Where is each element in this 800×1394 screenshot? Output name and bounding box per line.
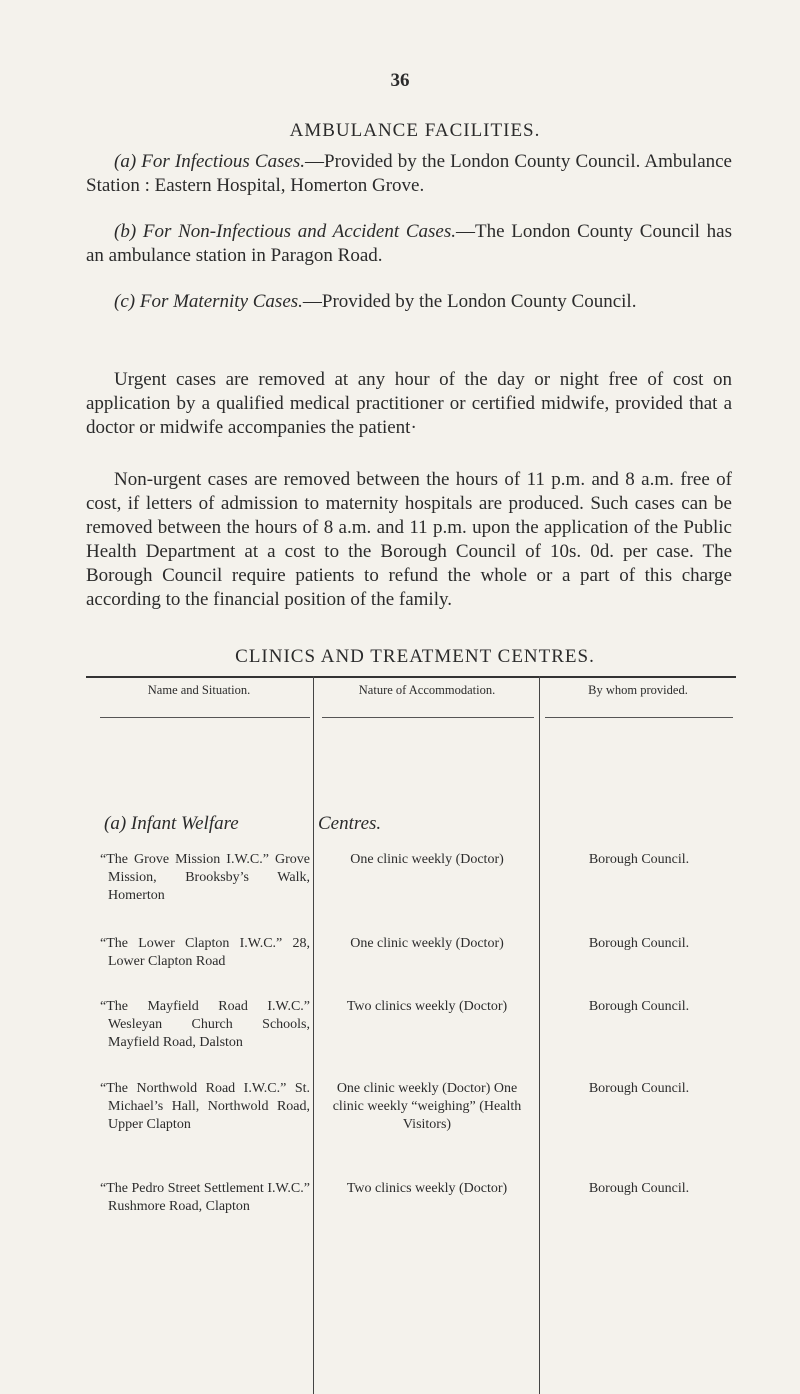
row-5-nature: Two clinics weekly (Doctor) xyxy=(346,1181,508,1196)
infant-welfare-subheading: (a) Infant Welfare xyxy=(104,813,239,834)
column-header-name: Name and Situation. xyxy=(147,683,251,697)
header-underline-name xyxy=(100,717,310,718)
ambulance-section-title: AMBULANCE FACILITIES. xyxy=(289,120,541,141)
maternity-cases-lead: (c) For Maternity Cases. xyxy=(114,291,303,312)
column-header-provider: By whom provided. xyxy=(588,683,688,697)
maternity-cases-paragraph xyxy=(86,290,732,314)
maternity-cases-text: —Provided by the London County Council. xyxy=(302,291,637,312)
infectious-cases-lead: (a) For Infectious Cases. xyxy=(114,151,306,172)
row-3-nature: Two clinics weekly (Doctor) xyxy=(346,999,508,1014)
row-1-provider: Borough Council. xyxy=(588,852,690,867)
clinics-section-title: CLINICS AND TREATMENT CENTRES. xyxy=(235,646,595,667)
non-infectious-cases-text: —The London County Council has an ambulance station in Paragon Road. xyxy=(86,221,733,266)
page-number: 36 xyxy=(390,70,410,91)
non-urgent-cases-paragraph: Non-urgent cases are removed between the hours of 11 p.m. and 8 a.m. free of cost, if letters of admission to maternity hospitals are produced. Such cases can be removed between the hours of 8 a.m. and 11 p.m. upon the application of the Public Health Department at a cost to the Borough Council of 10s. 0d. per case. The Borough Council require patients to refund the whole or a part of this charge according to the financial position of the family. xyxy=(86,469,732,610)
header-underline-nature xyxy=(322,717,534,718)
non-infectious-cases-lead: (b) For Non-Infectious and Accident Cases. xyxy=(114,221,456,242)
infectious-cases-paragraph xyxy=(86,150,732,198)
row-5-name: “The Pedro Street Settlement I.W.C.” Rushmore Road, Clapton xyxy=(100,1181,310,1214)
row-3-provider: Borough Council. xyxy=(588,999,690,1014)
centres-subheading: Centres. xyxy=(318,813,382,834)
row-3-name: “The Mayfield Road I.W.C.” Wesleyan Church Schools, Mayfield Road, Dalston xyxy=(100,999,310,1050)
table-top-rule xyxy=(86,676,736,678)
row-2-name: “The Lower Clapton I.W.C.” 28, Lower Clapton Road xyxy=(100,936,310,969)
row-2-nature: One clinic weekly (Doctor) xyxy=(350,936,504,951)
column-divider-2 xyxy=(539,676,540,1394)
row-5-provider: Borough Council. xyxy=(588,1181,690,1196)
row-4-nature: One clinic weekly (Doctor) One clinic weekly “weighing” (Health Visitors) xyxy=(332,1081,522,1132)
non-infectious-cases-paragraph xyxy=(86,220,732,268)
header-underline-provider xyxy=(545,717,733,718)
infectious-cases-text: —Provided by the London County Council. Ambulance Station : Eastern Hospital, Homerton Grove. xyxy=(86,151,732,196)
row-1-name: “The Grove Mission I.W.C.” Grove Mission, Brooksby’s Walk, Homerton xyxy=(100,852,310,903)
row-2-provider: Borough Council. xyxy=(588,936,690,951)
column-divider-1 xyxy=(313,676,314,1394)
row-4-provider: Borough Council. xyxy=(588,1081,690,1096)
row-4-name: “The Northwold Road I.W.C.” St. Michael’s Hall, Northwold Road, Upper Clapton xyxy=(100,1081,310,1132)
urgent-cases-paragraph: Urgent cases are removed at any hour of the day or night free of cost on application by a qualified medical practitioner or certified midwife, provided that a doctor or midwife accompanies the patient· xyxy=(86,369,732,438)
row-1-nature: One clinic weekly (Doctor) xyxy=(350,852,504,867)
column-header-nature: Nature of Accommodation. xyxy=(358,683,496,697)
